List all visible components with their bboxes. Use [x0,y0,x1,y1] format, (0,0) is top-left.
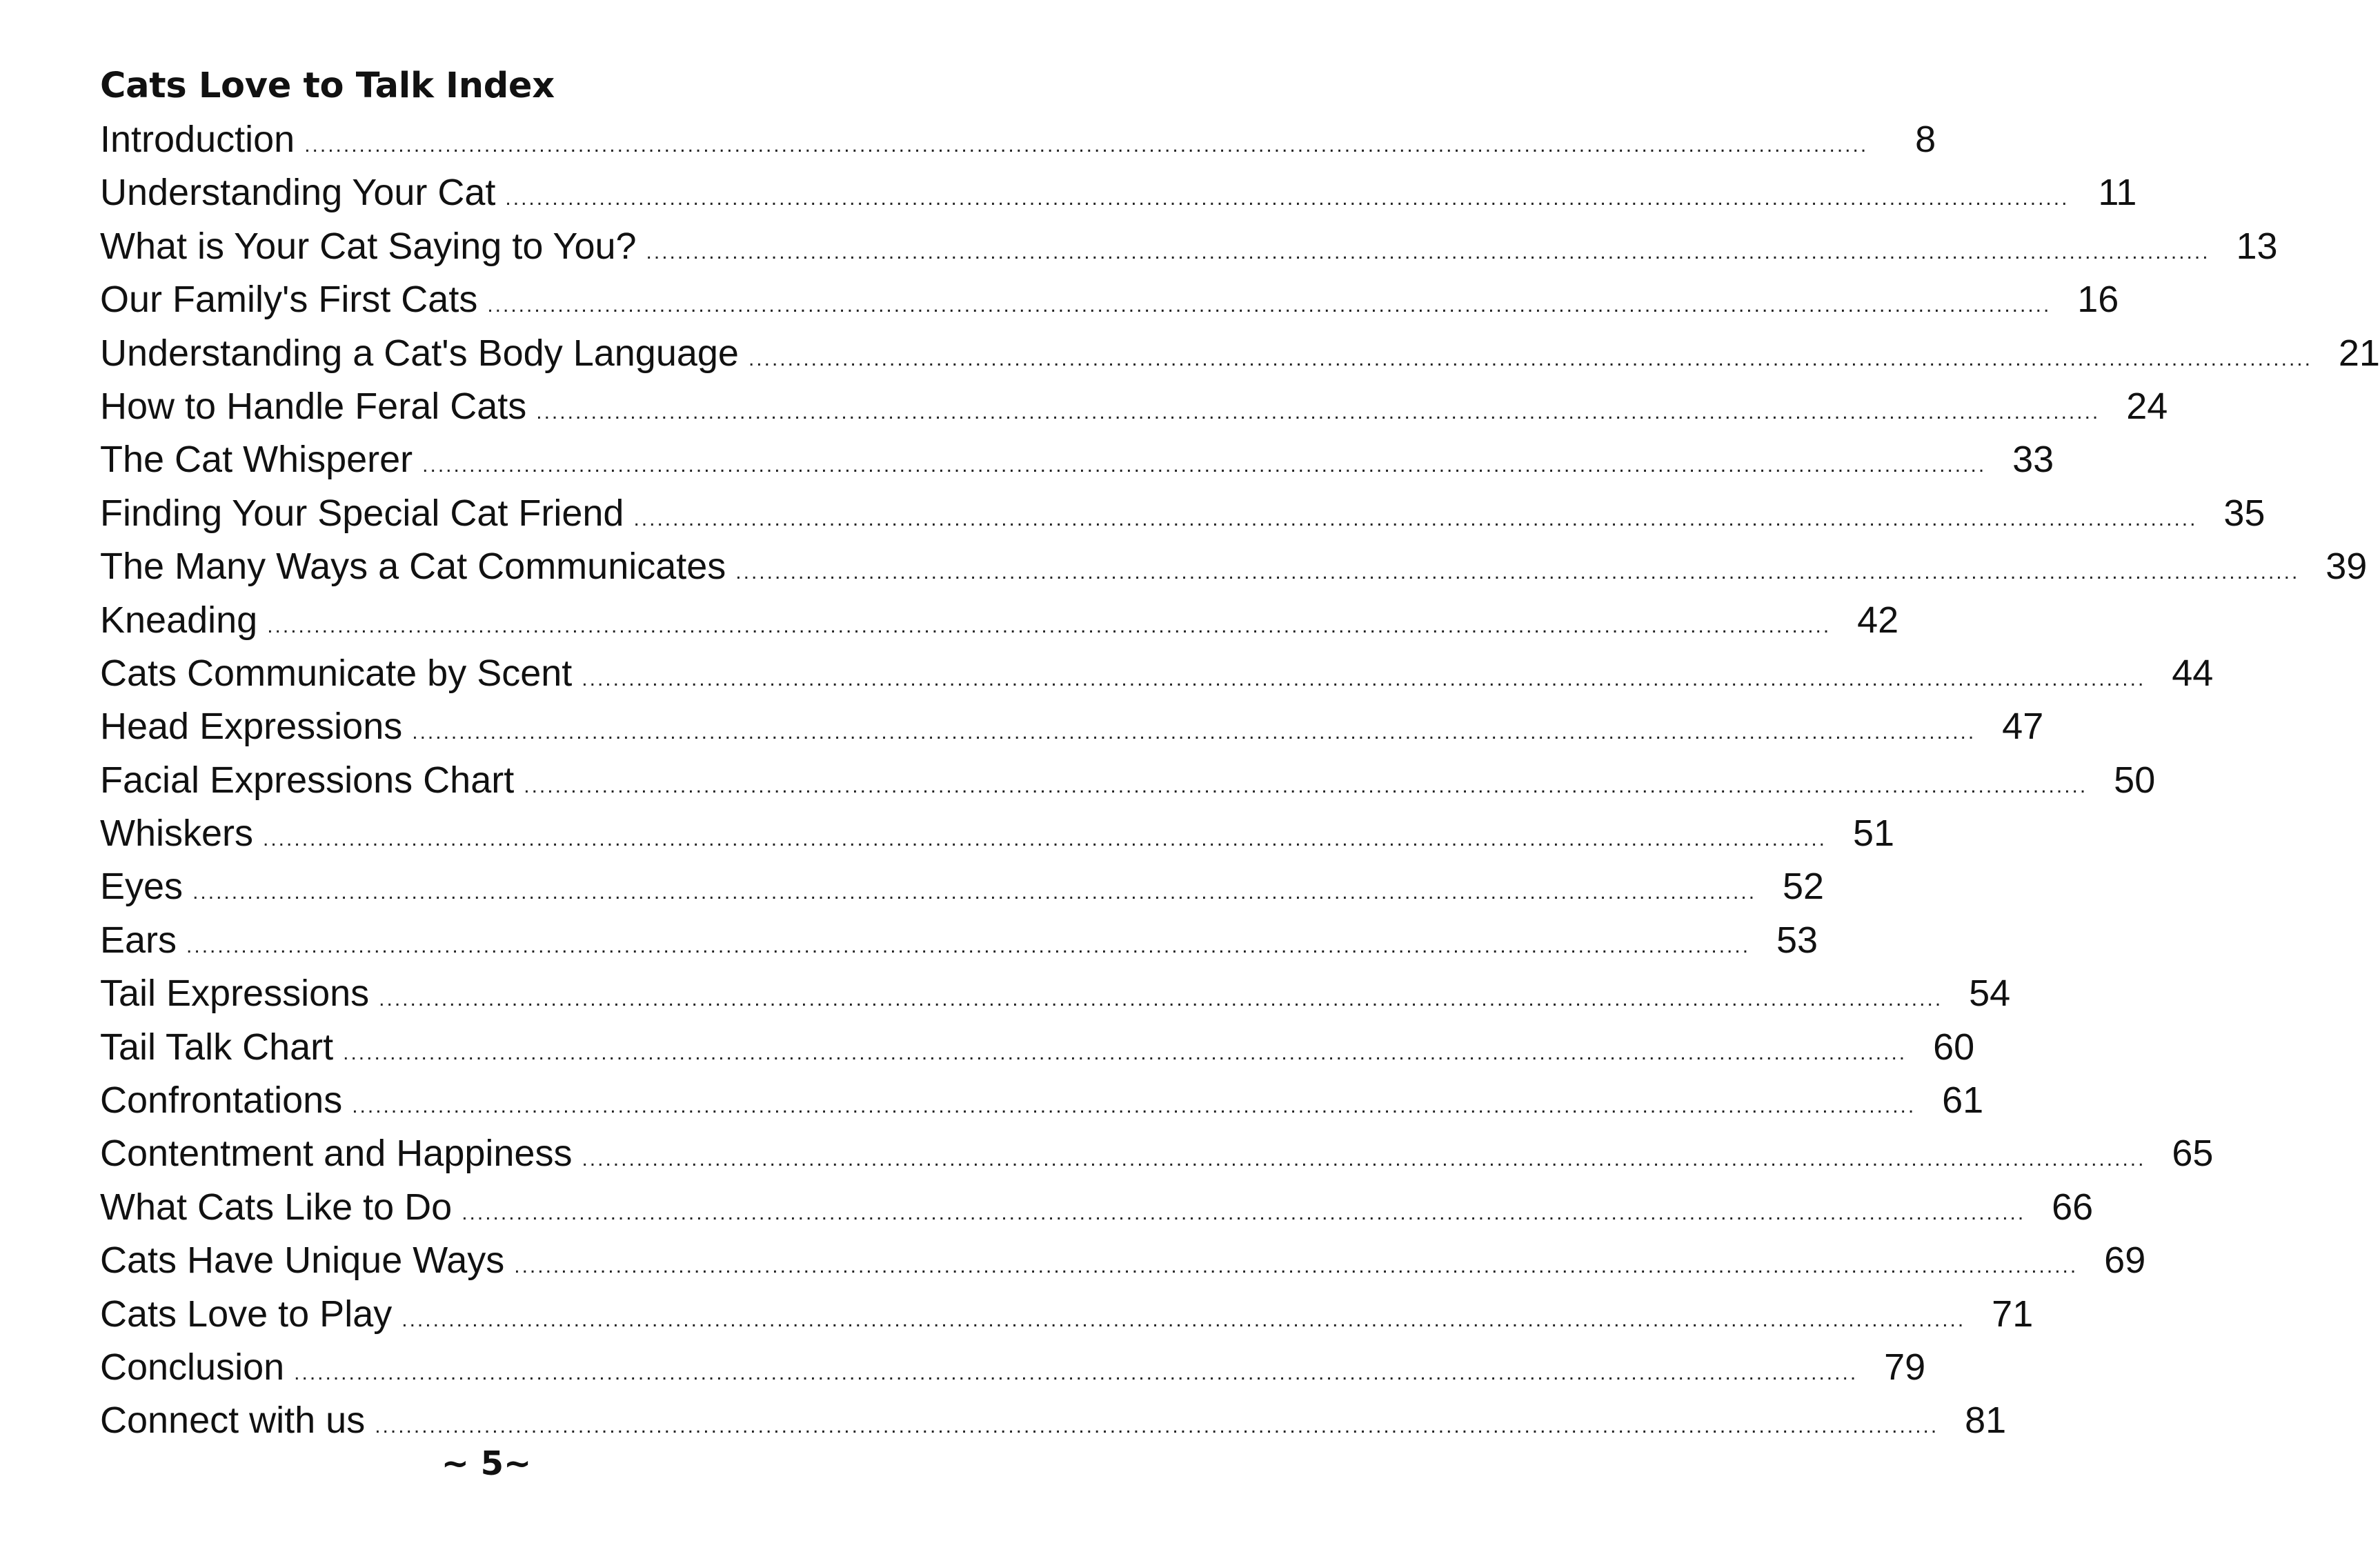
toc-entry-label: Cats Communicate by Scent [100,652,573,694]
toc-entry-label: Conclusion [100,1346,285,1388]
toc-entry[interactable] [100,1234,2146,1287]
toc-entry-page: 69 [2104,1240,2146,1282]
dot-leader: ........................................................................................................................................................................................................ [422,454,1987,477]
toc-entry[interactable] [100,807,1895,860]
toc-entry-page: 52 [1782,866,1825,908]
toc-entry[interactable] [100,433,2054,486]
toc-entry[interactable] [100,166,2137,219]
dot-leader: ........................................................................................................................................................................................................ [462,1201,2026,1224]
dot-leader: ........................................................................................................................................................................................................ [582,1148,2146,1171]
toc-entry-page: 11 [2098,172,2137,214]
toc-entry-page: 35 [2223,492,2265,534]
toc-entry[interactable] [100,113,1936,166]
toc-entry-label: Confrontations [100,1080,343,1122]
dot-leader: ........................................................................................................................................................................................................ [505,187,2070,210]
toc-entry-label: Head Expressions [100,706,403,748]
toc-entry-page: 66 [2052,1186,2094,1228]
toc-entry-label: Introduction [100,119,295,160]
toc-entry[interactable] [100,220,2278,273]
toc-entry[interactable] [100,1074,1984,1127]
toc-entry-page: 44 [2172,652,2214,694]
toc-entry-label: The Cat Whisperer [100,439,413,481]
toc-entry-page: 39 [2326,546,2368,588]
toc-entry[interactable] [100,1288,2034,1341]
toc-entry[interactable] [100,487,2265,540]
toc-entry-label: Tail Talk Chart [100,1026,334,1068]
dot-leader: ........................................................................................................................................................................................................ [343,1041,1907,1064]
dot-leader: ........................................................................................................................................................................................................ [582,667,2146,690]
toc-entry-label: Whiskers [100,813,254,855]
dot-leader: ........................................................................................................................................................................................................ [524,774,2088,797]
toc-entry[interactable] [100,700,2044,753]
toc-entry[interactable] [100,967,2011,1020]
toc-entry[interactable] [100,273,2119,326]
toc-entry[interactable] [100,914,1818,967]
toc-entry-page: 79 [1884,1346,1926,1388]
toc-entry-label: Tail Expressions [100,973,370,1015]
toc-entry[interactable] [100,594,1899,647]
toc-entry-label: Kneading [100,599,258,641]
page-number: ~ 5~ [441,1444,532,1483]
toc-entry-label: Facial Expressions Chart [100,759,515,801]
toc-entry-page: 33 [2012,439,2054,481]
dot-leader: ........................................................................................................................................................................................................ [304,134,1869,157]
toc-entry-label: Cats Have Unique Ways [100,1240,505,1282]
toc-entry-page: 54 [1969,973,2011,1015]
toc-entry[interactable] [100,860,1825,913]
dot-leader: ........................................................................................................................................................................................................ [412,721,1976,744]
toc-entry-label: Finding Your Special Cat Friend [100,492,624,534]
dot-leader: ........................................................................................................................................................................................................ [192,881,1757,904]
toc-entry-page: 21 [2338,332,2380,374]
toc-entry[interactable] [100,1021,1975,1074]
toc-entry[interactable] [100,380,2168,433]
toc-entry-page: 50 [2114,759,2156,801]
dot-leader: ........................................................................................................................................................................................................ [401,1308,1966,1331]
toc-entry-page: 47 [2002,706,2044,748]
toc-entry-page: 42 [1857,599,1899,641]
toc-entry-page: 71 [1992,1293,2034,1335]
toc-entry[interactable] [100,1181,2094,1234]
toc-entry[interactable] [100,754,2156,807]
toc-entry-page: 13 [2236,225,2278,267]
dot-leader: ........................................................................................................................................................................................................ [646,240,2210,263]
toc-entry-page: 61 [1942,1080,1984,1122]
toc-entry-label: Understanding Your Cat [100,172,496,214]
toc-entry-label: Eyes [100,866,184,908]
toc-entry-label: What Cats Like to Do [100,1186,453,1228]
toc-entry[interactable] [100,647,2214,700]
dot-leader: ........................................................................................................................................................................................................ [186,934,1751,957]
dot-leader: ........................................................................................................................................................................................................ [267,614,1832,637]
dot-leader: ........................................................................................................................................................................................................ [379,988,1943,1011]
dot-leader: ........................................................................................................................................................................................................ [352,1095,1916,1118]
dot-leader: ........................................................................................................................................................................................................ [375,1415,1939,1438]
toc-entry[interactable] [100,540,2368,593]
toc-entry-page: 51 [1852,813,1895,855]
dot-leader: ........................................................................................................................................................................................................ [748,347,2312,370]
page-title: Cats Love to Talk Index [100,66,555,106]
toc-entry-page: 8 [1915,119,1936,160]
toc-entry[interactable] [100,327,2380,380]
toc-entry-label: Cats Love to Play [100,1293,393,1335]
dot-leader: ........................................................................................................................................................................................................ [487,294,2052,317]
toc-entry-page: 60 [1933,1026,1975,1068]
toc-entry-label: How to Handle Feral Cats [100,385,527,427]
dot-leader: ........................................................................................................................................................................................................ [536,400,2101,424]
dot-leader: ........................................................................................................................................................................................................ [735,561,2300,584]
toc-entry-label: Understanding a Cat's Body Language [100,332,739,374]
index-page [100,63,2380,1448]
dot-leader: ........................................................................................................................................................................................................ [294,1361,1858,1384]
dot-leader: ........................................................................................................................................................................................................ [633,507,2198,530]
table-of-contents [100,113,2380,1448]
toc-entry-page: 24 [2126,385,2168,427]
toc-entry-label: Ears [100,919,177,961]
toc-entry[interactable] [100,1394,2007,1447]
toc-entry-page: 53 [1776,919,1818,961]
dot-leader: ........................................................................................................................................................................................................ [514,1255,2079,1278]
toc-entry-label: Connect with us [100,1400,366,1442]
toc-entry-label: What is Your Cat Saying to You? [100,225,637,267]
dot-leader: ........................................................................................................................................................................................................ [263,828,1827,851]
toc-entry-label: Our Family's First Cats [100,279,478,321]
toc-entry-page: 81 [1965,1400,2007,1442]
toc-entry[interactable] [100,1127,2214,1180]
toc-entry-label: Contentment and Happiness [100,1133,573,1175]
toc-entry-label: The Many Ways a Cat Communicates [100,546,726,588]
toc-entry[interactable] [100,1341,1926,1394]
toc-entry-page: 16 [2077,279,2119,321]
toc-entry-page: 65 [2172,1133,2214,1175]
